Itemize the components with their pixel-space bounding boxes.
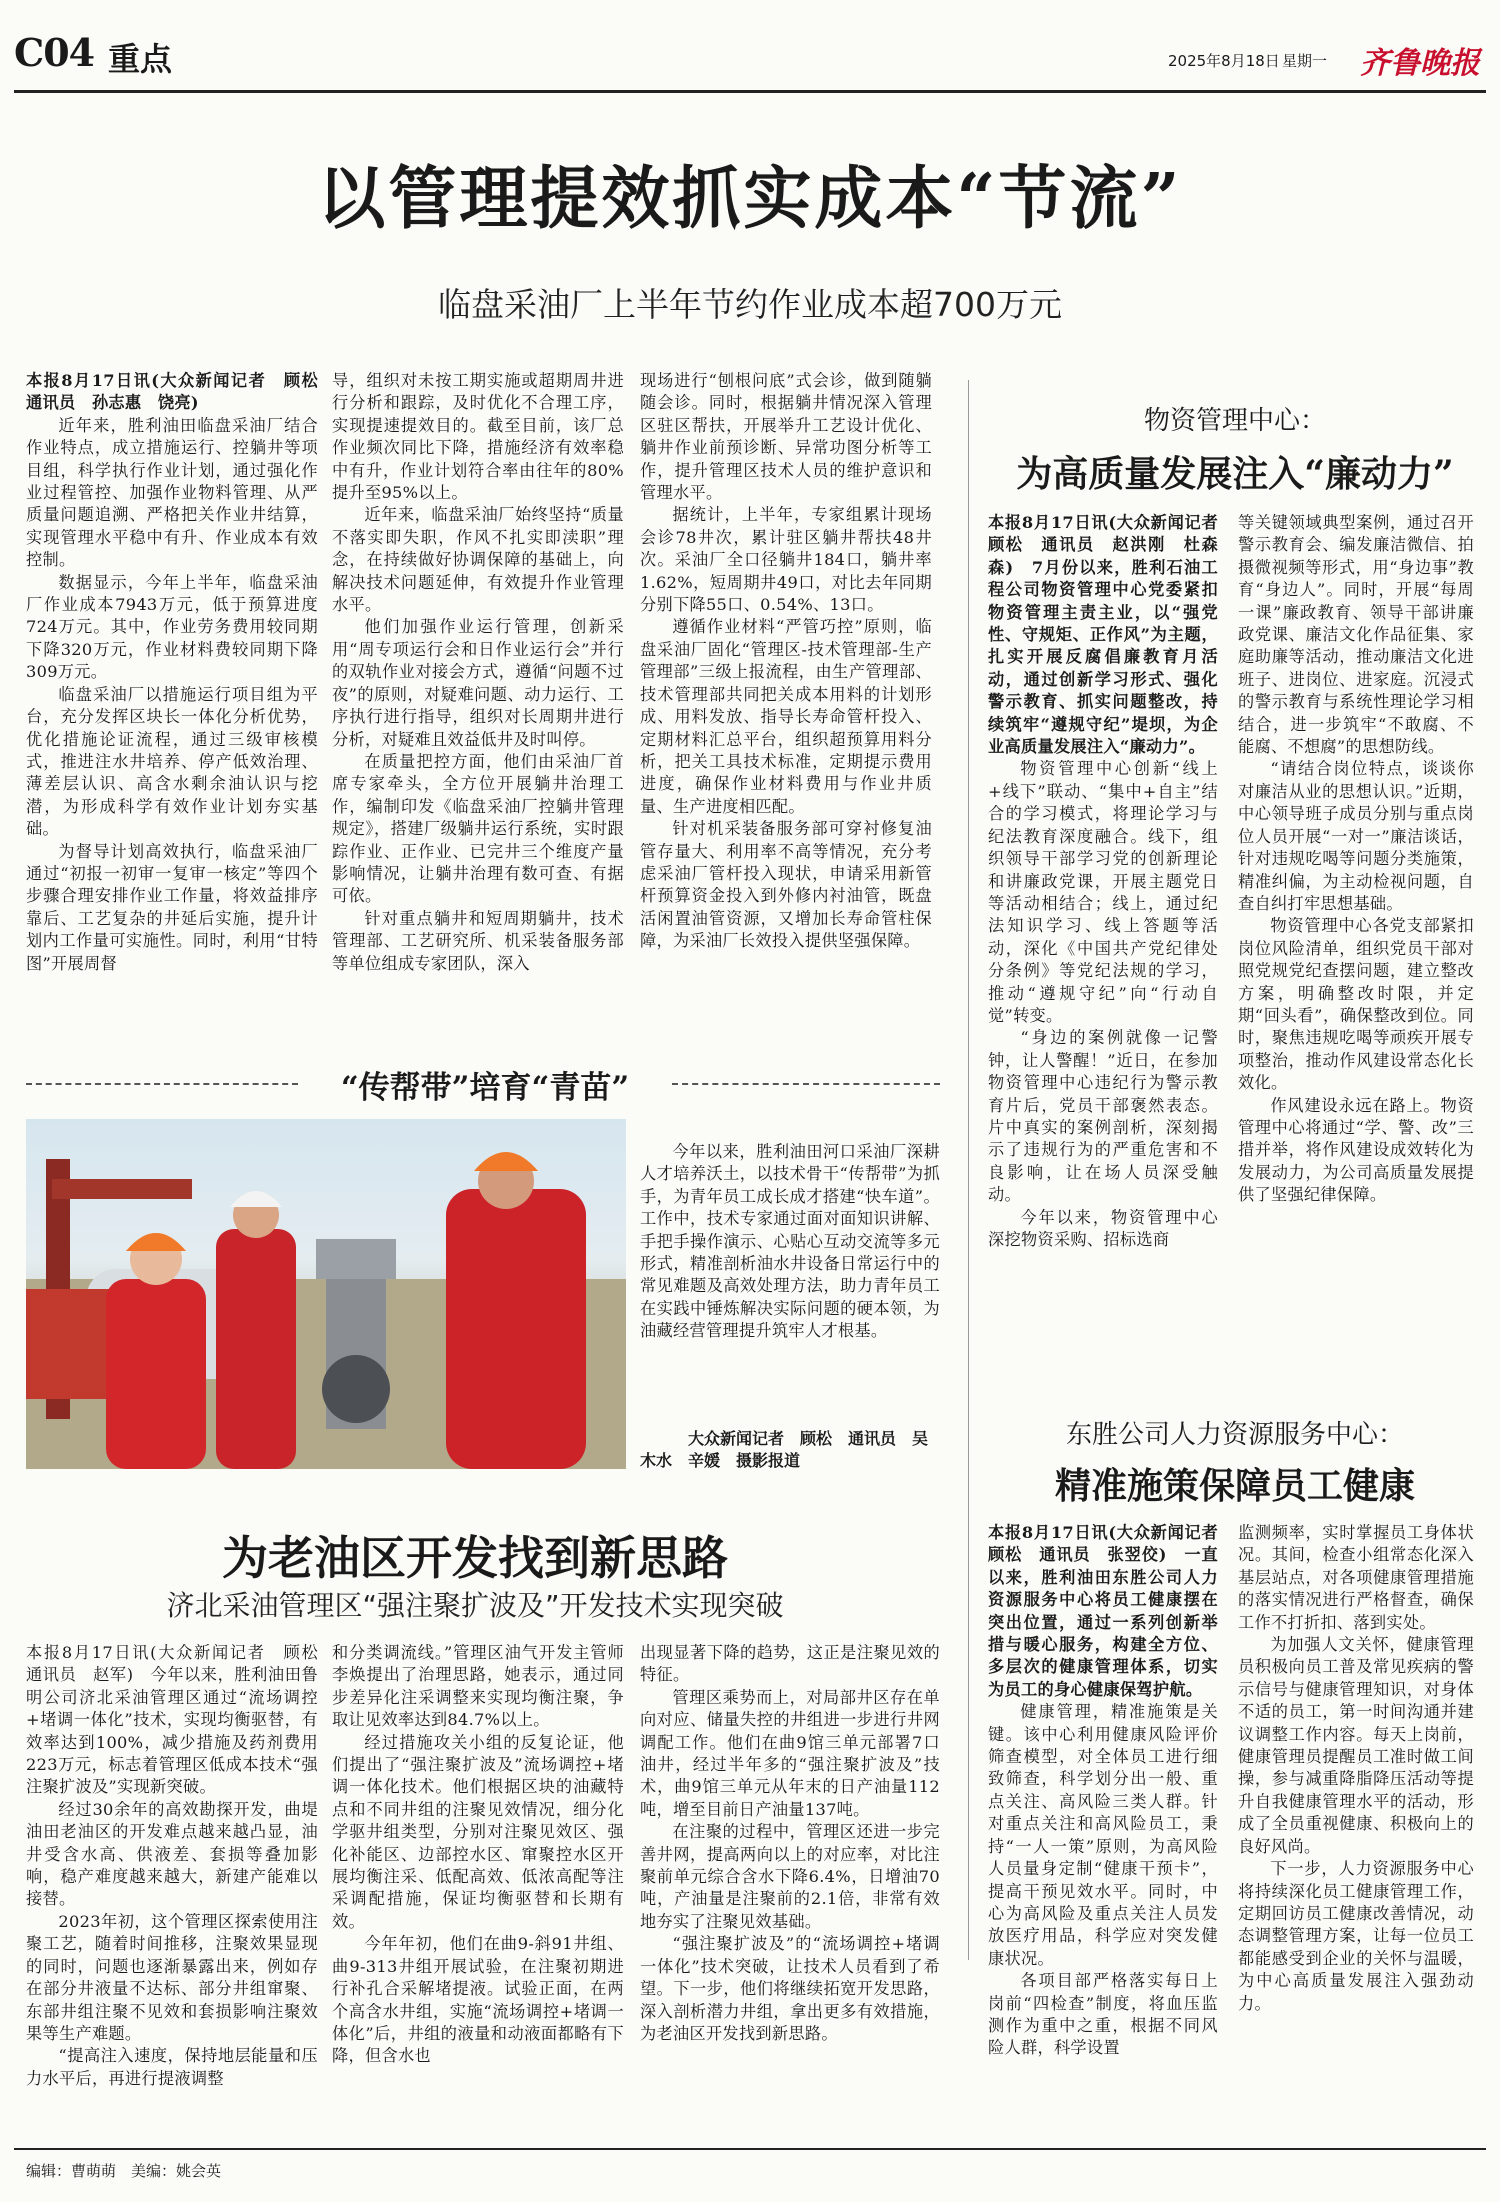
photo-story-body: 今年以来，胜利油田河口采油厂深耕人才培养沃土，以技术骨干“传帮带”为抓手，为青年员工成长成才搭建“快车道”。工作中，技术专家通过面对面知识讲解、手把手操作演示、心贴心互动交流等多元形式，精准剖析油水井设备日常运行中的常见难题及高效处理方法，助力青年员工在实践中锤炼解决实际问题的硬本领，为油藏经营管理提升筑牢人才根基。 — [640, 1142, 940, 1341]
photo — [26, 1119, 626, 1469]
second-paragraph: “强注聚扩波及”的“流场调控+堵调一体化”技术突破，让技术人员看到了希望。下一步，他们将继续拓宽开发思路，深入剖析潜力井组，拿出更多有效措施，为老油区开发找到新思路。 — [640, 1934, 940, 2043]
second-paragraph: 和分类调流线。”管理区油气开发主管师李焕提出了治理思路，她表示，通过同步差异化注采调整来实现均衡注聚，争取让见效率达到84.7%以上。 — [332, 1643, 624, 1730]
lead-headline: 以管理提效抓实成本“节流” — [317, 159, 1183, 239]
issue-date: 2025年8月18日 — [1168, 52, 1280, 70]
lead-paragraph: 数据显示，今年上半年，临盘采油厂作业成本7943万元，低于预算进度724万元。其中，作业劳务费用较同期下降320万元，作业材料费较同期下降309万元。 — [26, 572, 318, 682]
right-bottom-column-1 — [988, 1522, 1235, 2060]
second-paragraph: 管理区乘势而上，对局部井区存在单向对应、储量失控的井组进一步进行井网调配工作。他们在曲9馆三单元部署7口油井，经过半年多的“强注聚扩波及”技术，曲9馆三单元从年末的日产油量112吨，增至目前日产油量137吨。 — [640, 1687, 940, 1819]
right-bottom-paragraph: 各项目部严格落实每日上岗前“四检查”制度，将血压监测作为重中之重，根据不同风险人群，科学设置 — [988, 1971, 1218, 2058]
right-bottom-paragraph: 监测频率，实时掌握员工身体状况。其间，检查小组常态化深入基层站点，对各项健康管理措施的落实情况进行严格督查，确保工作不打折扣、落到实处。 — [1238, 1523, 1474, 1632]
section-name: 重点 — [108, 40, 173, 78]
second-column-2 — [332, 1642, 624, 2068]
lead-paragraph: 针对机采装备服务部可穿衬修复油管存量大、利用率不高等情况，充分考虑采油厂管杆投入现状，申请采用新管杆预算资金投入到外修内衬油管，既盘活闲置油管资源，又增加长寿命管柱保障，为采油厂长效投入提供坚强保障。 — [640, 819, 932, 951]
right-bottom-paragraph: 健康管理，精准施策是关键。该中心利用健康风险评价筛查模型，对全体员工进行细致筛查，科学划分出一般、重点关注、高风险三类人群。针对重点关注和高风险员工，秉持“一人一策”原则，为高风险人员量身定制“健康干预卡”，提高干预见效水平。同时，中心为高风险及重点关注人员发放医疗用品，科学应对突发健康状况。 — [988, 1702, 1218, 1968]
second-paragraph: 2023年初，这个管理区探索使用注聚工艺，随着时间推移，注聚效果显现的同时，问题也逐渐暴露出来，例如存在部分井液量不达标、部分井组窜聚、东部井组注聚不见效和套损影响注聚效果等生产难题。 — [26, 1911, 318, 2043]
lead-paragraph: 临盘采油厂以措施运行项目组为平台，充分发挥区块长一体化分析优势，优化措施论证流程，通过三级审核模式，推进注水井培养、停产低效治理、薄差层认识、高含水剩余油认识与挖潜，为形成科学有效作业计划夯实基础。 — [26, 684, 318, 839]
oilfield-scene-image — [26, 1119, 626, 1469]
photo-credit: 大众新闻记者 顾松 通讯员 吴木水 辛媛 摄影报道 — [640, 1429, 929, 1470]
right-top-paragraph: 今年以来，物资管理中心深挖物资采购、招标选商 — [988, 1207, 1218, 1249]
footer-rule — [14, 2148, 1486, 2150]
right-top-paragraph: “身边的案例就像一记警钟，让人警醒！”近日，在参加物资管理中心违纪行为警示教育片后，党员干部褒然表态。片中真实的案例剖析，深刻揭示了违规行为的严重危害和不良影响，让在场人员深受触动。 — [988, 1028, 1218, 1205]
lead-paragraph: 遵循作业材料“严管巧控”原则，临盘采油厂固化“管理区-技术管理部-生产管理部”三级上报流程，由生产管理部、技术管理部共同把关成本用料的计划形成、用料发放、指导长寿命管杆投入、定期材料汇总平台，组织超预算用料分析，把关工具技术标准，定期提示费用进度，确保作业材料费用与作业井质量、生产进度相匹配。 — [640, 617, 932, 816]
lead-paragraph: 近年来，胜利油田临盘采油厂结合作业特点，成立措施运行、控躺井等项目组，科学执行作业计划，通过强化作业过程管控、加强作业物料管理、从严质量问题追溯、严格把关作业井结算，实现管理水平稳中有升、作业成本有效控制。 — [26, 415, 318, 570]
right-top-paragraph: 作风建设永远在路上。物资管理中心将通过“学、警、改”三措并举，将作风建设成效转化为发展动力，为公司高质量发展提供了坚强纪律保障。 — [1238, 1095, 1474, 1205]
right-top-paragraph: 物资管理中心创新“线上+线下”联动、“集中+自主”结合的学习模式，将理论学习与纪法教育深度融合。线下，组织领导干部学习党的创新理论和讲廉政党课，开展主题党日等活动相结合；线上，通过纪法知识学习、线上答题等活动，深化《中国共产党纪律处分条例》等党纪法规的学习，推动“遵规守纪”向“行动自觉”转变。 — [988, 759, 1218, 1025]
second-paragraph: 经过措施攻关小组的反复论证，他们提出了“强注聚扩波及”流场调控+堵调一体化技术。他们根据区块的油藏特点和不同井组的注聚见效情况，细分化学驱井组类型，分别对注聚见效区、强化补能区、边部控水区、窜聚控水区开展均衡注采、低配高效、低浓高配等注采调配措施，保证均衡驱替和长期有效。 — [332, 1732, 624, 1931]
lead-paragraph: 据统计，上半年，专家组累计现场会诊78井次，累计驻区躺井帮扶48井次。采油厂全口径躺井184口，躺井率1.62%，短周期井49口，对比去年同期分别下降55口、0.54%、13口。 — [640, 505, 932, 615]
lead-column-3 — [640, 370, 932, 953]
second-paragraph: 经过30余年的高效勘探开发，曲堤油田老油区的开发难点越来越凸显，油井受含水高、供液差、套损等叠加影响，稳产难度越来越大，新建产能难以接替。 — [26, 1799, 318, 1909]
lead-paragraph: 在质量把控方面，他们由采油厂首席专家牵头，全方位开展躺井治理工作，编制印发《临盘采油厂控躺井管理规定》，搭建厂级躺井运行系统，实时跟踪作业、正作业、已完井三个维度产量影响情况，让躺井治理有数可查、有据可依。 — [332, 751, 624, 906]
photo-story-text — [640, 1141, 940, 1343]
right-top-headline: 为高质量发展注入“廉动力” — [1016, 453, 1454, 495]
second-paragraph: 出现显著下降的趋势，这正是注聚见效的特征。 — [640, 1643, 940, 1685]
right-bottom-paragraph: 下一步，人力资源服务中心将持续深化员工健康管理工作，定期回访员工健康改善情况，动态调整管理方案，让每一位员工都能感受到企业的关怀与温暖，为中心高质量发展注入强劲动力。 — [1238, 1859, 1474, 2013]
second-subheadline: 济北采油管理区“强注聚扩波及”开发技术实现突破 — [166, 1589, 784, 1622]
second-paragraph: 在注聚的过程中，管理区还进一步完善井网，提高两向以上的对应率，对比注聚前单元综合含水下降6.4%，日增油70吨，产油量是注聚前的2.1倍，非常有效地夯实了注聚见效基础。 — [640, 1822, 940, 1931]
second-column-3 — [640, 1642, 940, 2045]
right-top-column-1 — [988, 512, 1235, 1251]
lead-subheadline: 临盘采油厂上半年节约作业成本超700万元 — [438, 285, 1062, 324]
right-top-byline: 本报8月17日讯(大众新闻记者 顾松 通讯员 赵洪刚 杜森森) 7月份以来，胜利石油工程公司物资管理中心党委紧扣物资管理主责主业，以“强党性、守规矩、正作风”为主题，扎实开展反腐倡廉教育月活动，通过创新学习形式、强化警示教育、抓实问题整改，持续筑牢“遵规守纪”堤坝，为企业高质量发展注入“廉动力”。 — [988, 513, 1235, 757]
lead-paragraph: 导，组织对未按工期实施或超期周井进行分析和跟踪，及时优化不合理工序，实现提速提效目的。截至目前，该厂总作业频次同比下降，措施经济有效率稳中有升，作业计划符合率由往年的80%提升至95%以上。 — [332, 371, 624, 503]
right-bottom-paragraph: 为加强人文关怀，健康管理员积极向员工普及常见疾病的警示信号与健康管理知识，对身体不适的员工，第一时间沟通并建议调整工作内容。每天上岗前，健康管理员提醒员工准时做工间操，参与减重降脂降压活动等提升自我健康管理水平的活动，形成了全员重视健康、积极向上的良好风尚。 — [1238, 1635, 1474, 1856]
masthead-rule — [14, 90, 1486, 93]
right-top-paragraph: “请结合岗位特点，谈谈你对廉洁从业的思想认识。”近期，中心领导班子成员分别与重点岗位人员开展“一对一”廉洁谈话，针对违规吃喝等问题分类施策，精准纠偏，为主动检视问题，自查自纠打牢思想基础。 — [1238, 759, 1474, 913]
photo-story-heading: “传帮带”培育“青苗” — [340, 1070, 630, 1106]
second-paragraph: 本报8月17日讯(大众新闻记者 顾松 通讯员 赵军) 今年以来，胜利油田鲁明公司济北采油管理区通过“流场调控+堵调一体化”技术，实现均衡驱替，有效率达到100%，减少措施及药剂费用223万元，标志着管理区低成本技术“强注聚扩波及”实现新突破。 — [26, 1643, 335, 1797]
right-top-paragraph: 等关键领域典型案例，通过召开警示教育会、编发廉洁微信、拍摄微视频等形式，用“身边事”教育“身边人”。同时，开展“每周一课”廉政教育、领导干部讲廉政党课、廉洁文化作品征集、家庭助廉等活动，推动廉洁文化进班子、进岗位、进家庭。沉浸式的警示教育与系统性理论学习相结合，进一步筑牢“不敢腐、不能腐、不想腐”的思想防线。 — [1238, 513, 1474, 757]
lead-paragraph: 针对重点躺井和短周期躺井，技术管理部、工艺研究所、机采装备服务部等单位组成专家团队，深入 — [332, 908, 624, 973]
right-bottom-byline: 本报8月17日讯(大众新闻记者 顾松 通讯员 张翌佼) 一直以来，胜利油田东胜公司人力资源服务中心将员工健康摆在突出位置，通过一系列创新举措与暖心服务，构建全方位、多层次的健康管理体系，切实为员工的身心健康保驾护航。 — [988, 1523, 1235, 1699]
photo-heading-rule-right — [672, 1083, 940, 1085]
paper-logo: 齐鲁晚报 — [1360, 46, 1480, 81]
right-top-column-2 — [1238, 512, 1474, 1207]
right-bottom-headline: 精准施策保障员工健康 — [1054, 1465, 1415, 1507]
page-number: C04 — [14, 30, 95, 75]
right-top-kicker: 物资管理中心： — [1143, 406, 1326, 436]
photo-heading-rule-left — [26, 1083, 298, 1085]
right-top-paragraph: 物资管理中心各党支部紧扣岗位风险清单，组织党员干部对照党规党纪查摆问题，建立整改方案，明确整改时限，并定期“回头看”，确保整改到位。同时，聚焦违规吃喝等顽疾开展专项整治，推动作风建设常态化长效化。 — [1238, 916, 1474, 1093]
lead-paragraph: 现场进行“刨根问底”式会诊，做到随躺随会诊。同时，根据躺井情况深入管理区驻区帮扶，开展举升工艺设计优化、躺井作业前预诊断、异常功图分析等工作，提升管理区技术人员的维护意识和管理水平。 — [640, 371, 932, 503]
lead-paragraph: 近年来，临盘采油厂始终坚持“质量不落实即失职，作风不扎实即渎职”理念，在持续做好协调保障的基础上，向解决技术问题延伸，有效提升作业管理水平。 — [332, 505, 624, 615]
column-divider — [968, 380, 969, 1960]
right-bottom-kicker: 东胜公司人力资源服务中心： — [1065, 1420, 1404, 1450]
lead-column-2 — [332, 370, 624, 975]
lead-paragraph: 他们加强作业运行管理，创新采用“周专项运行会和日作业运行会”并行的双轨作业对接会方式，遵循“问题不过夜”的原则，对疑难问题、动力运行、工序执行进行指导，组织对长周期井进行分析，对疑难且效益低井及时叫停。 — [332, 617, 624, 749]
second-paragraph: 今年年初，他们在曲9-斜91井组、曲9-313井组开展试验，在注聚初期进行补孔合采解堵提液。试验正面，在两个高含水井组，实施“流场调控+堵调一体化”后，井组的液量和动液面都略有下降，但含水也 — [332, 1934, 624, 2066]
weekday: 星期一 — [1282, 52, 1328, 70]
second-column-1 — [26, 1642, 335, 2090]
second-headline: 为老油区开发找到新思路 — [222, 1531, 728, 1585]
second-paragraph: “提高注入速度，保持地层能量和压力水平后，再进行提液调整 — [26, 2046, 318, 2088]
lead-paragraph: 为督导计划高效执行，临盘采油厂通过“初报一初审一复审一核定”等四个步骤合理安排作业工作量，将效益排序靠后、工艺复杂的井延后实施，提升计划内工作量可实施性。同时，利用“甘特图”开展周督 — [26, 841, 318, 973]
lead-column-1 — [26, 370, 335, 975]
editor-credit: 编辑：曹萌萌 美编：姚会英 — [26, 2162, 222, 2180]
lead-byline: 本报8月17日讯(大众新闻记者 顾松 通讯员 孙志惠 饶亮) — [26, 371, 335, 413]
right-bottom-column-2 — [1238, 1522, 1474, 2015]
